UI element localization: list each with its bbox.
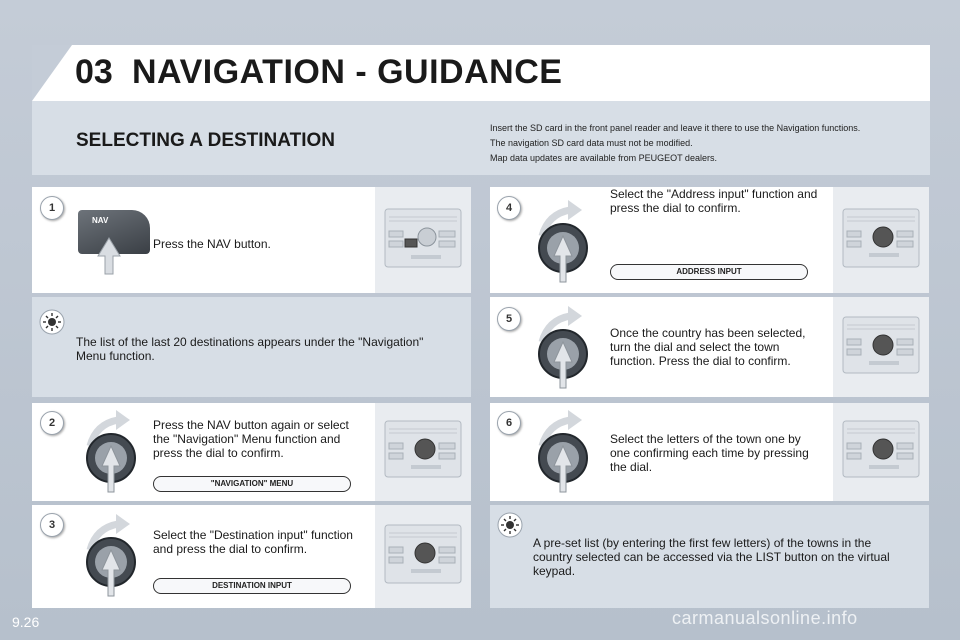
radio-faceplate-icon [375,505,471,608]
radio-faceplate-icon [833,187,929,293]
radio-faceplate-icon [375,187,471,293]
radio-panel-image [375,403,471,501]
step-1-badge: 1 [40,196,64,220]
section-title: SELECTING A DESTINATION [76,130,335,151]
intro-line: The navigation SD card data must not be modified. [490,138,693,148]
intro-line: Map data updates are available from PEUGEOT dealers. [490,153,717,163]
chapter-number: 03 [75,53,113,91]
step-2-badge: 2 [40,411,64,435]
radio-panel-image [833,403,929,501]
page-title: NAVIGATION - GUIDANCE [132,53,563,91]
radio-faceplate-icon [833,403,929,501]
header-corner [32,45,72,101]
address-input-pill: ADDRESS INPUT [610,264,808,280]
page-number: 9.26 [12,614,40,630]
intro-text [490,121,920,166]
radio-panel-image [375,505,471,608]
tip-1-text: The list of the last 20 destinations appears under the "Navigation" Menu function. [76,335,424,363]
watermark: carmanualsonline.info [672,608,858,628]
lightbulb-icon [38,308,66,336]
tip-2-text: A pre-set list (by entering the first few letters) of the towns in the country selected can be accessed via the LIST button on the virtual keypad. [533,536,890,578]
dial-icon [530,196,600,288]
step-1-text: Press the NAV button. [153,237,271,251]
lightbulb-icon [496,511,524,539]
step-4-badge: 4 [497,196,521,220]
radio-faceplate-icon [833,297,929,397]
destination-input-pill: DESTINATION INPUT [153,578,351,594]
step-5-badge: 5 [497,307,521,331]
press-arrow-icon [94,236,124,276]
step-2-text: Press the NAV button again or select the "Navigation" Menu function and press the dial to confirm. [153,418,349,460]
dial-icon [530,406,600,498]
radio-panel-image [375,187,471,293]
radio-panel-image [833,187,929,293]
navigation-menu-pill: "NAVIGATION" MENU [153,476,351,492]
dial-icon [78,406,148,498]
dial-icon [530,302,600,394]
step-6-text: Select the letters of the town one by one confirming each time by pressing the dial. [610,432,809,474]
step-6-badge: 6 [497,411,521,435]
step-4-text: Select the "Address input" function and press the dial to confirm. [610,187,818,215]
radio-panel-image [833,297,929,397]
step-3-badge: 3 [40,513,64,537]
dial-icon [78,510,148,602]
intro-line: Insert the SD card in the front panel reader and leave it there to use the Navigation functions. [490,123,861,133]
nav-key-label: NAV [92,216,109,225]
step-3-text: Select the "Destination input" function and press the dial to confirm. [153,528,353,556]
radio-faceplate-icon [375,403,471,501]
step-5-text: Once the country has been selected, turn the dial and select the town function. Press the dial to confirm. [610,326,806,368]
